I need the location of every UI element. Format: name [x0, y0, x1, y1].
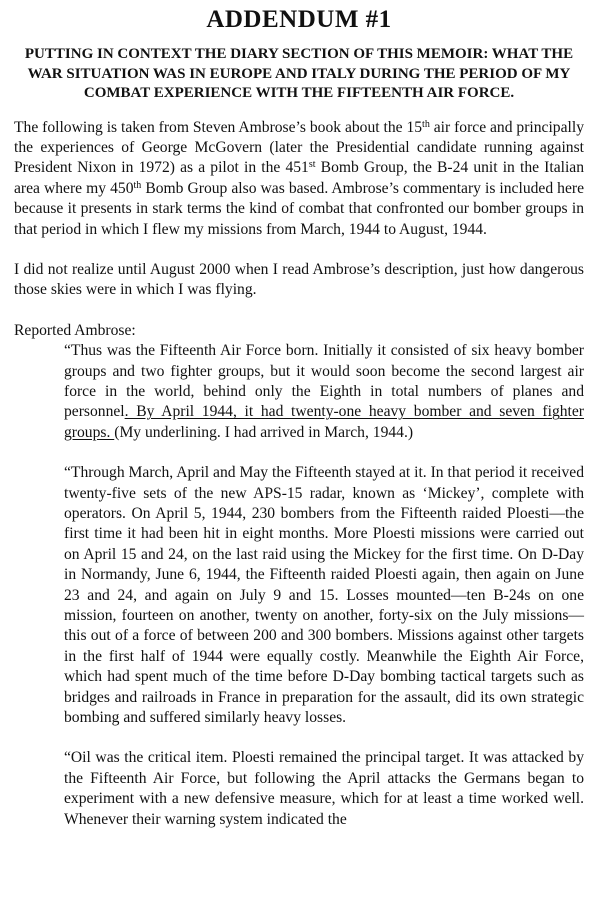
reported-label: Reported Ambrose:: [14, 321, 136, 339]
page-subtitle: PUTTING IN CONTEXT THE DIARY SECTION OF THIS MEMOIR: WHAT THE WAR SITUATION WAS IN EUROPE AND ITALY DURING THE PERIOD OF MY COMBAT EXPERIENCE WITH THE FIFTEENTH AIR FORCE.: [24, 46, 574, 101]
intro-sup-1: th: [422, 118, 430, 130]
intro-text-4: Bomb Group also was based. Ambrose’s commentary is included here because it presents in stark terms the kind of combat that confronted our bomber groups in that period in which I flew my missions from March, 1944 to August, 1944.: [14, 179, 584, 238]
intro-paragraph: [14, 118, 584, 240]
quote-paragraph-3: “Oil was the critical item. Ploesti remained the principal target. It was attacked by the Fifteenth Air Force, but following the April attacks the Germans began to experiment with a new defensive measure, which for at least a time worked well. Whenever their warning system indicated the: [64, 749, 584, 828]
quote-paragraph-2: “Through March, April and May the Fifteenth stayed at it. In that period it received twenty-five sets of the new APS-15 radar, known as ‘Mickey’, complete with operators. On April 5, 1944, 230 bombers from the Fifteenth raided Ploesti—the first time it had been hit in eight months. More Ploesti missions were carried out on April 15 and 24, on the last raid using the Mickey for the first time. On D-Day in Normandy, June 6, 1944, the Fifteenth raided Ploesti again, then again on June 23 and 24, and again on July 9 and 15. Losses mounted—ten B-24s on one mission, fourteen on another, twenty on another, forty-six on the July missions—this out of a force of between 200 and 300 bombers. Missions against other targets in the first half of 1944 were equally costly. Meanwhile the Eighth Air Force, which had spent much of the time before D-Day bombing tactical targets such as bridges and railroads in France in preparation for the assault, did its own strategic bombing and suffered similarly heavy losses.: [64, 464, 584, 727]
intro-sup-3: th: [133, 179, 142, 191]
quote-paragraph-1: [14, 341, 584, 443]
quote-1-underlined: . By April 1944, it had twenty-one heavy bomber and seven fighter groups.: [64, 403, 584, 441]
realize-paragraph: I did not realize until August 2000 when I read Ambrose’s description, just how dangerous those skies were in which I was flying.: [14, 260, 584, 299]
intro-text-1: The following is taken from Steven Ambrose’s book about the 15: [14, 118, 423, 136]
quote-1-note: (My underlining. I had arrived in March, 1944.): [114, 423, 414, 441]
quote-1-text: “Thus was the Fifteenth Air Force born. Initially it consisted of six heavy bomber groups and two fighter groups, but it would soon become the second largest air force in the world, behind only the Eighth in total numbers of planes and personnel: [64, 342, 584, 421]
page-title: ADDENDUM #1: [206, 6, 392, 33]
intro-text-3: Bomb Group, the B-24 unit in the Italian area where my 450: [14, 159, 585, 197]
intro-sup-2: st: [308, 159, 316, 171]
intro-text-2: air force and principally the experiences of George McGovern (later the Presidential candidate running against President Nixon in 1972) as a pilot in the 451: [14, 118, 584, 177]
